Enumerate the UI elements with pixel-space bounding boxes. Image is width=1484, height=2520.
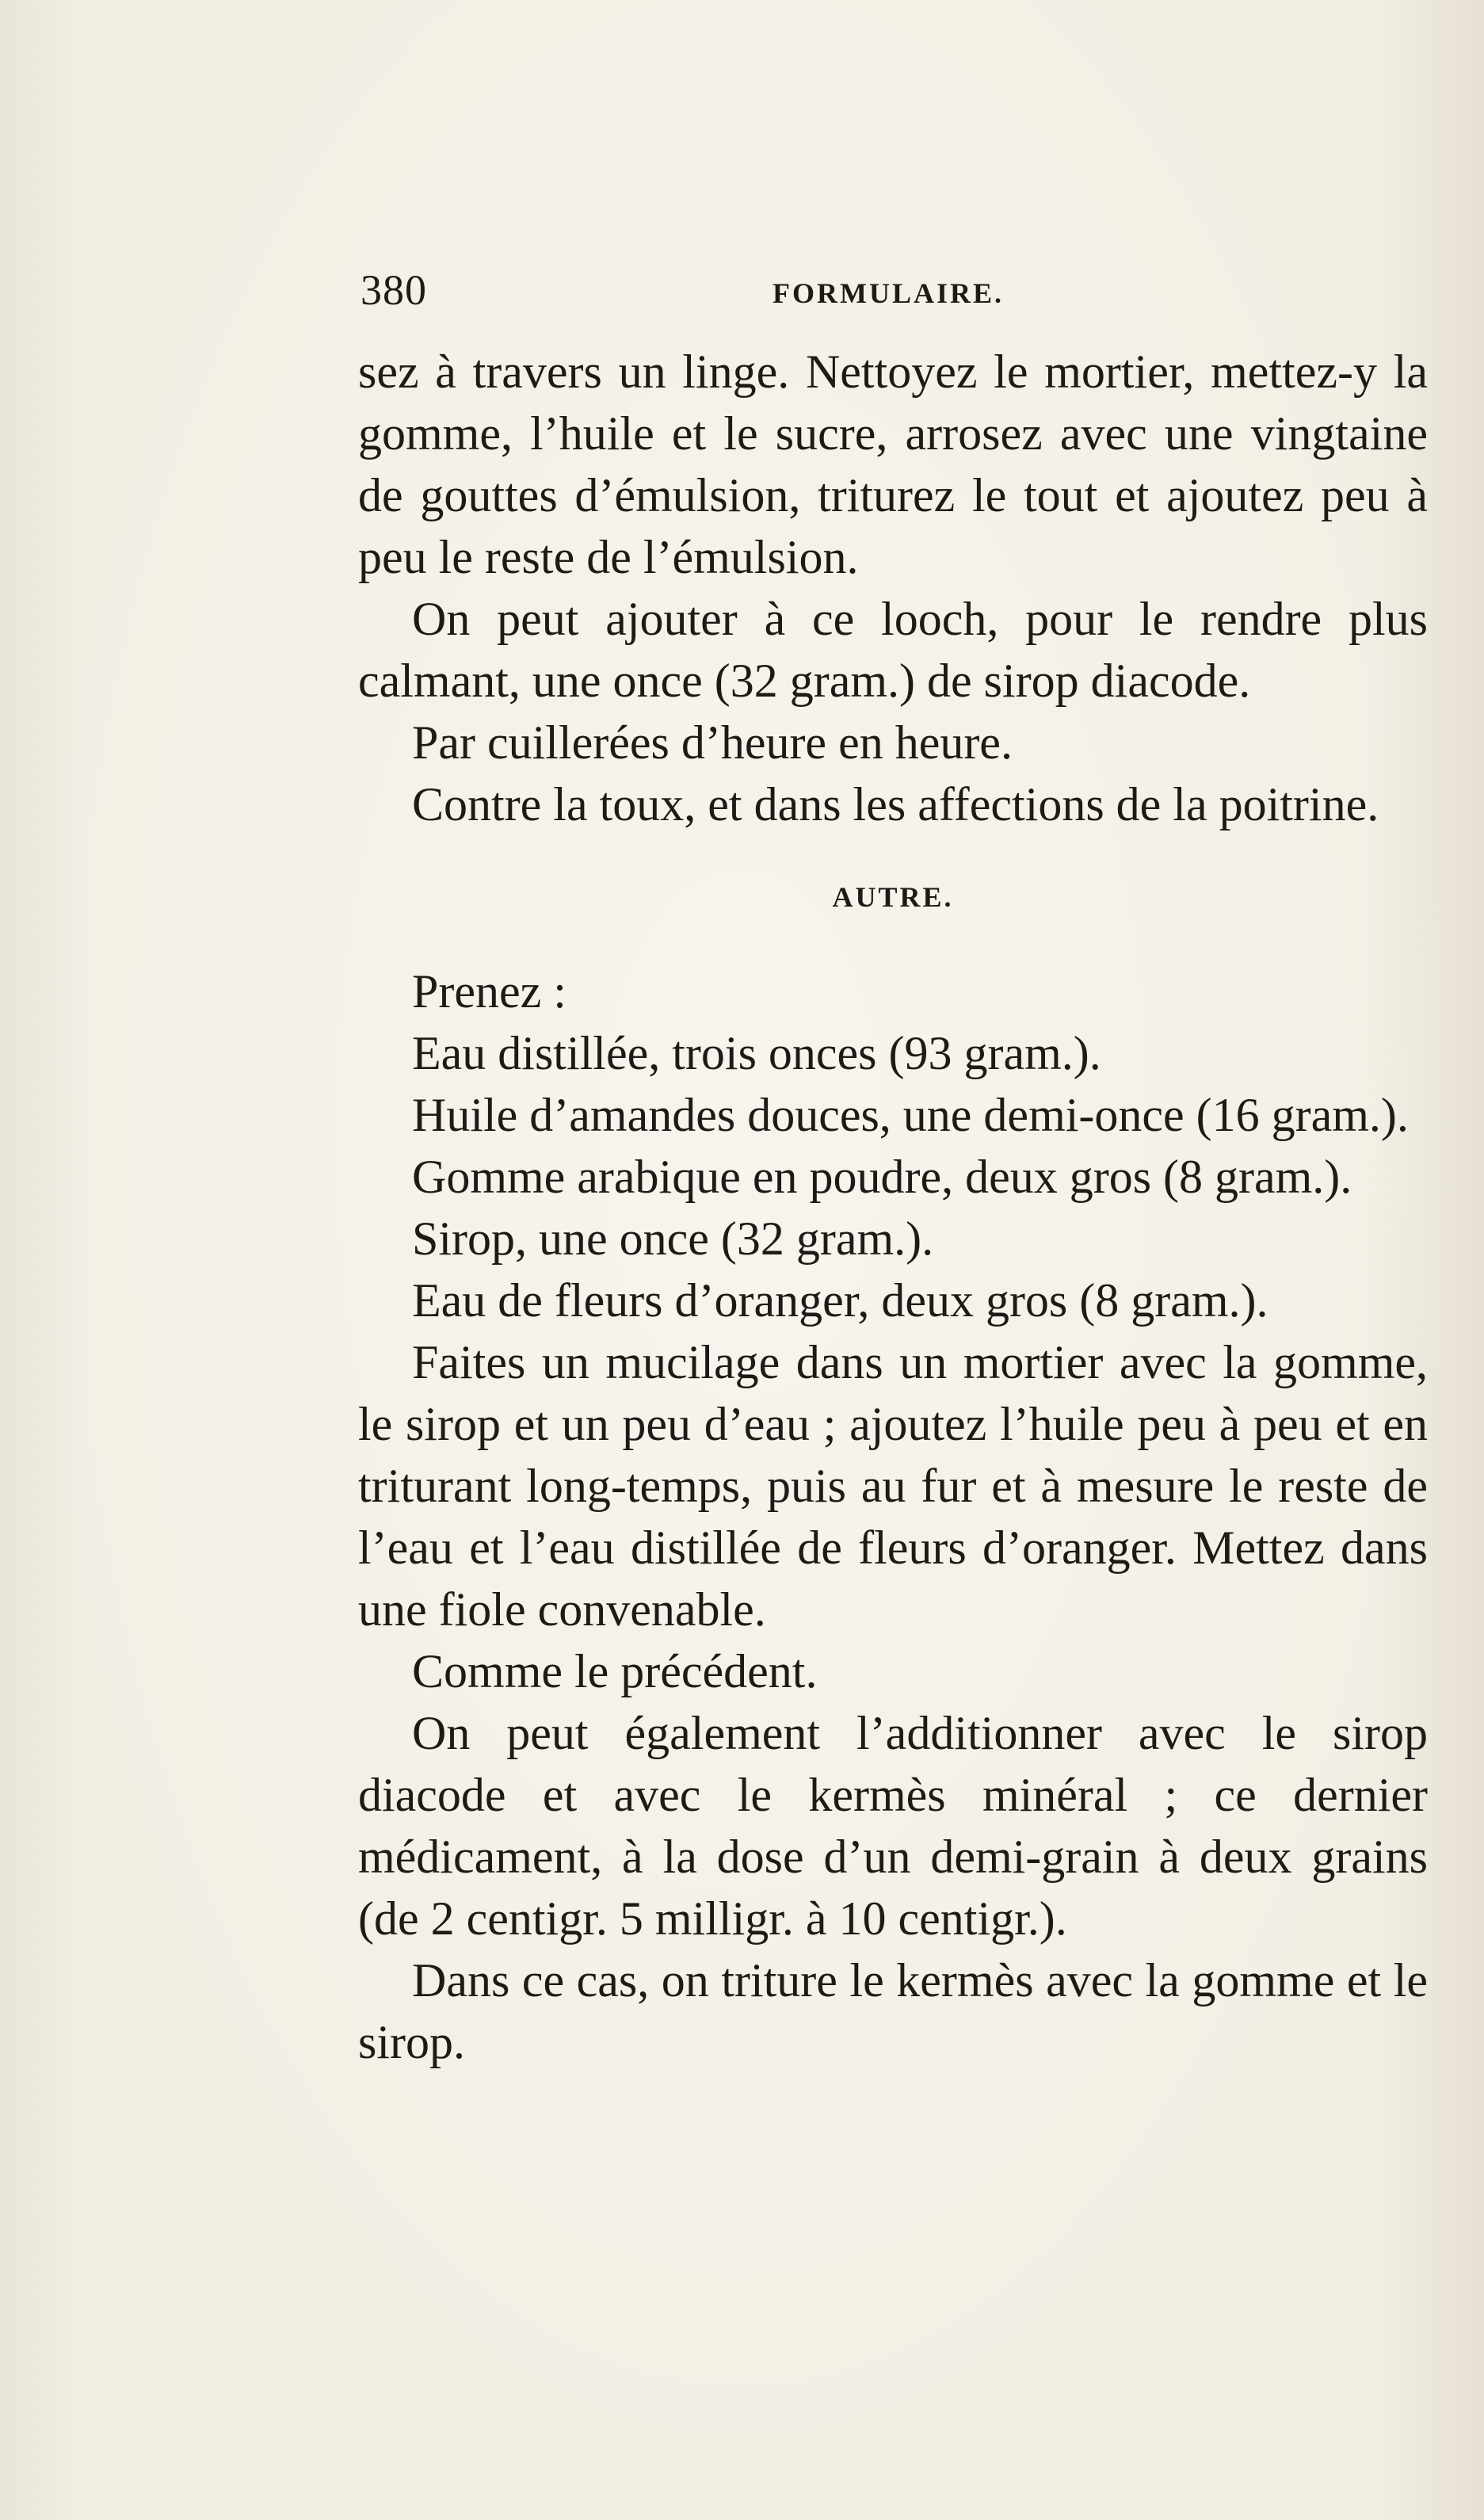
running-head: FORMULAIRE. (773, 277, 1004, 309)
section-heading: AUTRE. (832, 881, 954, 913)
page-body (358, 341, 1428, 2073)
paragraph-note: On peut ajouter à ce looch, pour le rendre plus calmant, une once (32 gram.) de sirop diacode. (358, 593, 1428, 707)
paragraph-continuation: sez à travers un linge. Nettoyez le mortier, mettez-y la gomme, l’huile et le sucre, arrosez avec une vingtaine de gouttes d’émulsion, triturez le tout et ajoutez peu à peu le reste de l’émulsion. (358, 346, 1428, 583)
paragraph-usage: Comme le précédent. (412, 1645, 818, 1697)
ingredient-line: Eau distillée, trois onces (93 gram.). (412, 1027, 1101, 1079)
paragraph-dosage: Par cuillerées d’heure en heure. (412, 716, 1013, 769)
paragraph-variant: On peut également l’additionner avec le sirop diacode et avec le kermès minéral ; ce dernier médicament, à la dose d’un demi-grain à deux grains (de 2 centigr. 5 milligr. à 10 centigr.). (358, 1707, 1428, 1945)
ingredient-line: Huile d’amandes douces, une demi-once (16 gram.). (412, 1089, 1409, 1141)
ingredient-line: Sirop, une once (32 gram.). (412, 1212, 934, 1265)
page-number: 380 (361, 266, 427, 314)
paragraph-method: Dans ce cas, on triture le kermès avec la gomme et le sirop. (358, 1954, 1428, 2068)
paragraph-preparation: Faites un mucilage dans un mortier avec la gomme, le sirop et un peu d’eau ; ajoutez l’huile peu à peu et en triturant long-temps, puis au fur et à mesure le reste de l’eau et l’eau distillée de fleurs d’oranger. Mettez dans une fiole convenable. (358, 1336, 1428, 1636)
page-header (361, 265, 1426, 329)
recipe-intro: Prenez : (412, 965, 567, 1018)
ingredient-line: Gomme arabique en poudre, deux gros (8 gram.). (412, 1151, 1352, 1203)
ingredient-line: Eau de fleurs d’oranger, deux gros (8 gram.). (412, 1274, 1268, 1327)
paragraph-indication: Contre la toux, et dans les affections de la poitrine. (412, 778, 1379, 830)
